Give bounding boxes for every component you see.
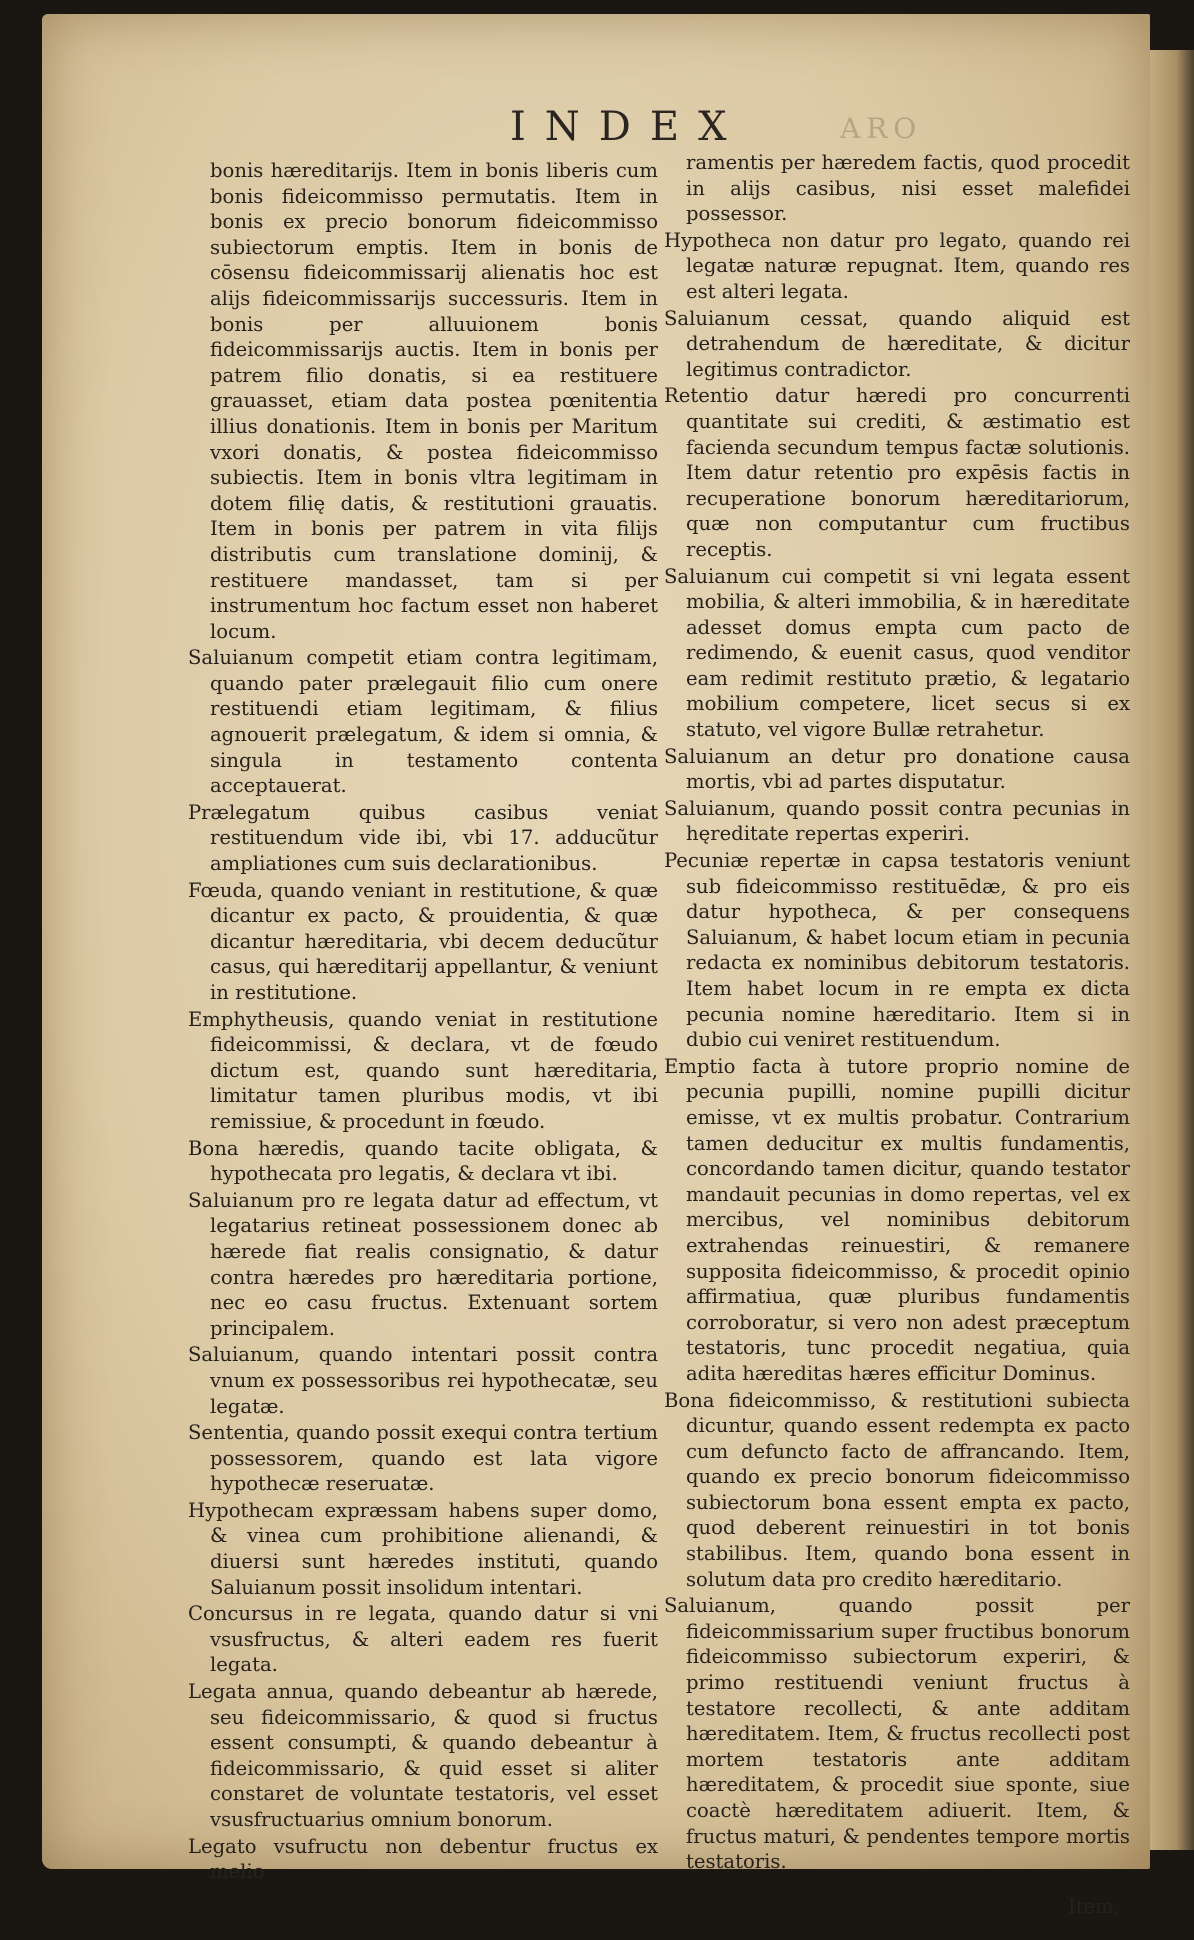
index-entry: Hypotheca non datur pro legato, quando rei legatæ naturæ repugnat. Item, quando res est alteri legata. <box>664 228 1130 303</box>
index-entry: Emptio facta à tutore proprio nomine de pecunia pupilli, nomine pupilli dicitur emisse, vt ex multis probatur. Contrarium tamen deducitur ex multis fundamentis, concordando tamen dicitur, quando testator mandauit pecunias in domo repertas, vel ex mercibus, vel nominibus debitorum extrahendas reinuestiri, & remanere supposita fideicommisso, & procedit opinio affirmatiua, quæ pluribus fundamentis corroboratur, si vero non adest præceptum testatoris, tunc procedit negatiua, quia adita hæreditas hæres efficitur Dominus. <box>664 1054 1130 1385</box>
left-column <box>188 158 658 1886</box>
index-entry: Emphytheusis, quando veniat in restitutione fideicommissi, & declara, vt de fœudo dictum est, quando sunt hæreditaria, limitatur tamen pluribus modis, vt ibi remissiue, & procedunt in fœudo. <box>188 1007 658 1133</box>
page-header: INDEX <box>510 104 746 150</box>
index-entry: Saluianum, quando possit per fideicommissarium super fructibus bonorum fideicommisso subiectorum experiri, & primo restituendi veniunt fructus à testatore recollecti, & ante additam hæreditatem. Item, & fructus recollecti post mortem testatoris ante additam hæreditatem, & procedit siue sponte, siue coactè hæreditatem adiuerit. Item, & fructus maturi, & pendentes tempore mortis testatoris. <box>664 1594 1130 1874</box>
index-entry: Saluianum pro re legata datur ad effectum, vt legatarius retineat possessionem donec ab hærede fiat realis consignatio, & datur contra hæredes pro hæreditaria portione, nec eo casu fructus. Extenuant sortem principalem. <box>188 1188 658 1340</box>
index-entry: Saluianum, quando possit contra pecunias in hęreditate repertas experiri. <box>664 796 1130 846</box>
index-entry-continuation: bonis hæreditarijs. Item in bonis liberis cum bonis fideicommisso permutatis. Item in bonis ex precio bonorum fideicommisso subiectorum emptis. Item in bonis de cōsensu fideicommissarij alienatis hoc est alijs fideicommissarijs successuris. Item in bonis per alluuionem bonis fideicommissarijs auctis. Item in bonis per patrem filio donatis, si ea restituere grauasset, etiam data postea pœnitentia illius donationis. Item in bonis per Maritum vxori donatis, & postea fideicommisso subiectis. Item in bonis vltra legitimam in dotem filię datis, & restitutioni grauatis. Item in bonis per patrem in vita filijs distributis cum translatione dominij, & restituere mandasset, tam si per instrumentum hoc factum esset non haberet locum. <box>210 159 658 643</box>
catchword: Item, <box>1067 1895 1120 1919</box>
index-entry: Bona fideicommisso, & restitutioni subiecta dicuntur, quando essent redempta ex pacto cum defuncto facto de affrancando. Item, quando ex precio bonorum fideicommisso subiectorum bona essent empta ex pacto, quod deberent reinuestiri in tot bonis stabilibus. Item, quando bona essent in solutum data pro credito hæreditario. <box>664 1388 1130 1591</box>
index-entry: Saluianum an detur pro donatione causa mortis, vbi ad partes disputatur. <box>664 744 1130 794</box>
index-entry: Saluianum competit etiam contra legitimam, quando pater prælegauit filio cum onere restituendi etiam legitimam, & filius agnouerit prælegatum, & idem si omnia, & singula in testamento contenta acceptauerat. <box>188 646 658 798</box>
index-entry: Hypothecam expræssam habens super domo, & vinea cum prohibitione alienandi, & diuersi sunt hæredes instituti, quando Saluianum possit insolidum intentari. <box>188 1498 658 1599</box>
index-entry: Saluianum cui competit si vni legata essent mobilia, & alteri immobilia, & in hæreditate adesset domus empta cum pacto de redimendo, & euenit casus, quod venditor eam redimit restituto prætio, & legatario mobilium competere, licet secus si ex statuto, vel vigore Bullæ retrahetur. <box>664 564 1130 742</box>
index-entry: Legata annua, quando debeantur ab hærede, seu fideicommissario, & quod si fructus essent consumpti, & quando debeantur à fideicommissario, & quid esset si aliter constaret de voluntate testatoris, vel esset vsusfructuarius omnium bonorum. <box>188 1680 658 1831</box>
index-entry: Legato vsufructu non debentur fructus ex melio <box>188 1834 658 1884</box>
index-entry: Bona hæredis, quando tacite obligata, & hypothecata pro legatis, & declara vt ibi. <box>188 1136 658 1186</box>
index-entry-continuation: ramentis per hæredem factis, quod procedit in alijs casibus, nisi esset malefidei possessor. <box>686 151 1130 226</box>
index-entry: Retentio datur hæredi pro concurrenti quantitate sui crediti, & æstimatio est facienda secundum tempus factæ solutionis. Item datur retentio pro expēsis factis in recuperatione bonorum hæreditariorum, quæ non computantur cum fructibus receptis. <box>664 384 1130 561</box>
right-column <box>664 150 1130 1940</box>
index-entry: Sententia, quando possit exequi contra tertium possessorem, quando est lata vigore hypothecæ reseruatæ. <box>188 1421 658 1496</box>
index-entry: Pecuniæ repertæ in capsa testatoris veniunt sub fideicommisso restituēdæ, & pro eis datur hypotheca, & per consequens Saluianum, & habet locum etiam in pecunia redacta ex nominibus debitorum testatoris. Item habet locum in re empta ex dicta pecunia nomine hæreditario. Item si in dubio cui veniret restituendum. <box>664 849 1130 1052</box>
index-entry: Saluianum cessat, quando aliquid est detrahendum de hæreditate, & dicitur legitimus contradictor. <box>664 306 1130 381</box>
index-entry: Prælegatum quibus casibus veniat restituendum vide ibi, vbi 17. adducũtur ampliationes cum suis declarationibus. <box>188 800 658 876</box>
index-entry: Fœuda, quando veniant in restitutione, & quæ dicantur ex pacto, & prouidentia, & quæ dicantur hæreditaria, vbi decem deducũtur casus, qui hæreditarij appellantur, & veniunt in restitutione. <box>188 878 658 1004</box>
index-entry: Saluianum, quando intentari possit contra vnum ex possessoribus rei hypothecatæ, seu legatæ. <box>188 1343 658 1418</box>
bleed-through-header: ARO <box>840 112 923 145</box>
index-entry: Concursus in re legata, quando datur si vni vsusfructus, & alteri eadem res fuerit legata. <box>188 1602 658 1677</box>
facing-page-edge <box>1150 50 1194 1850</box>
